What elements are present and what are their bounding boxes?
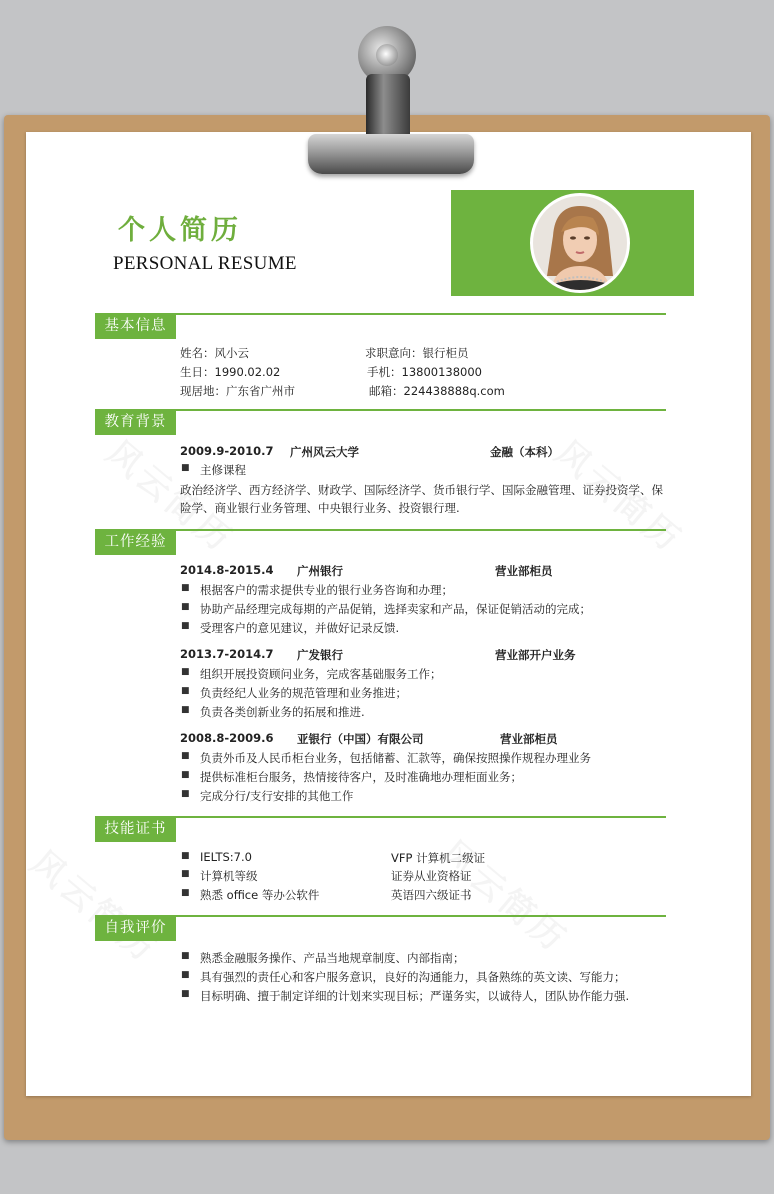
- course-line: 政治经济学、西方经济学、财政学、国际经济学、货币银行学、国际金融管理、证券投资学、保: [180, 483, 663, 497]
- job-period: 2014.8-2015.4: [180, 563, 274, 577]
- birth-field: 生日：1990.02.02: [180, 365, 281, 379]
- course-line: 险学、商业银行业务管理、中央银行业务、投资银行理.: [180, 501, 460, 515]
- job-position: 营业部开户业务: [495, 648, 576, 662]
- square-bullet-icon: ■: [181, 602, 190, 612]
- skill-item: 证券从业资格证: [391, 869, 472, 883]
- job-duty: 负责各类创新业务的拓展和推进.: [200, 705, 365, 719]
- skill-item: 英语四六级证书: [391, 888, 472, 902]
- square-bullet-icon: ■: [181, 789, 190, 799]
- self-eval-item: 熟悉金融服务操作、产品当地规章制度、内部指南；: [200, 951, 465, 965]
- job-duty: 组织开展投资顾问业务，完成客基础服务工作；: [200, 667, 442, 681]
- job-position: 营业部柜员: [500, 732, 558, 746]
- job-duty: 负责外币及人民币柜台业务，包括储蓄、汇款等，确保按照操作规程办理业务: [200, 751, 591, 765]
- square-bullet-icon: ■: [181, 869, 190, 879]
- name-field: 姓名：风小云: [180, 346, 249, 360]
- edu-school: 广州风云大学: [290, 445, 359, 459]
- square-bullet-icon: ■: [181, 970, 190, 980]
- job-company: 广发银行: [297, 648, 343, 662]
- square-bullet-icon: ■: [181, 686, 190, 696]
- square-bullet-icon: ■: [181, 667, 190, 677]
- square-bullet-icon: ■: [181, 621, 190, 631]
- job-company: 亚银行（中国）有限公司: [297, 732, 424, 746]
- section-divider: [176, 529, 666, 531]
- job-position: 营业部柜员: [495, 564, 553, 578]
- square-bullet-icon: ■: [181, 463, 190, 473]
- section-divider: [176, 915, 666, 917]
- edu-period: 2009.9-2010.7: [180, 444, 274, 458]
- job-duty: 受理客户的意见建议，并做好记录反馈.: [200, 621, 400, 635]
- section-title: 自我评价: [95, 915, 176, 941]
- section-title: 教育背景: [95, 409, 176, 435]
- job-duty: 协助产品经理完成每期的产品促销，选择卖家和产品，保证促销活动的完成；: [200, 602, 591, 616]
- section-title: 技能证书: [95, 816, 176, 842]
- square-bullet-icon: ■: [181, 989, 190, 999]
- job-company: 广州银行: [297, 564, 343, 578]
- job-duty: 完成分行/支行安排的其他工作: [200, 789, 354, 803]
- skill-item: 计算机等级: [200, 869, 258, 883]
- edu-major: 金融（本科）: [490, 445, 559, 459]
- binder-clip-icon: [290, 26, 480, 176]
- resume-title-en: PERSONAL RESUME: [113, 253, 297, 274]
- phone-field: 手机：13800138000: [367, 365, 482, 379]
- job-period: 2008.8-2009.6: [180, 731, 274, 745]
- job-intent-field: 求职意向：银行柜员: [365, 346, 469, 360]
- square-bullet-icon: ■: [181, 751, 190, 761]
- square-bullet-icon: ■: [181, 705, 190, 715]
- avatar: [530, 193, 630, 293]
- course-title: 主修课程: [200, 463, 246, 477]
- email-field: 邮箱：224438888q.com: [369, 384, 505, 398]
- self-eval-item: 具有强烈的责任心和客户服务意识，良好的沟通能力，具备熟练的英文读、写能力；: [200, 970, 626, 984]
- job-duty: 负责经纪人业务的规范管理和业务推进；: [200, 686, 407, 700]
- section-divider: [176, 313, 666, 315]
- section-divider: [176, 409, 666, 411]
- address-field: 现居地：广东省广州市: [180, 384, 295, 398]
- resume-title-cn: 个人简历: [118, 215, 242, 246]
- square-bullet-icon: ■: [181, 888, 190, 898]
- photo-banner: [451, 190, 694, 296]
- section-title: 工作经验: [95, 529, 176, 555]
- section-title: 基本信息: [95, 313, 176, 339]
- job-period: 2013.7-2014.7: [180, 647, 274, 661]
- square-bullet-icon: ■: [181, 770, 190, 780]
- skill-item: VFP 计算机二级证: [391, 851, 486, 865]
- job-duty: 提供标准柜台服务，热情接待客户，及时准确地办理柜面业务；: [200, 770, 522, 784]
- skill-item: IELTS:7.0: [200, 850, 252, 864]
- section-divider: [176, 816, 666, 818]
- self-eval-item: 目标明确、擅于制定详细的计划来实现目标；严谨务实，以诚待人，团队协作能力强.: [200, 989, 630, 1003]
- square-bullet-icon: ■: [181, 851, 190, 861]
- square-bullet-icon: ■: [181, 951, 190, 961]
- job-duty: 根据客户的需求提供专业的银行业务咨询和办理；: [200, 583, 453, 597]
- skill-item: 熟悉 office 等办公软件: [200, 888, 320, 902]
- square-bullet-icon: ■: [181, 583, 190, 593]
